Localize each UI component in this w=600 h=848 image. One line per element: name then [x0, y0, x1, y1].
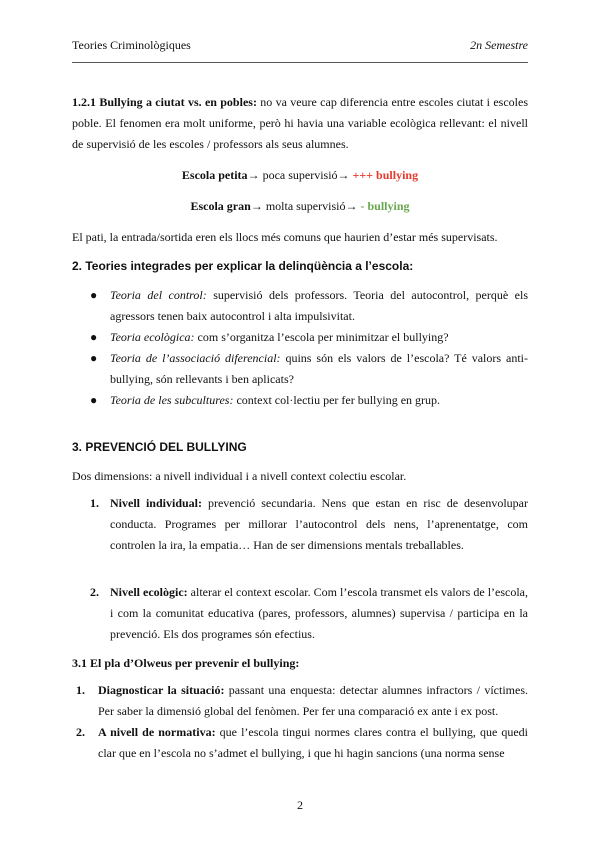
section-2-heading: 2. Teories integrades per explicar la delinqüència a l’escola:	[72, 259, 414, 273]
theory-term: Teoria de l’associació diferencial:	[110, 351, 281, 365]
theory-text: quins són els valors de l’escola? Té valors anti-bullying, són rellevants i ben aplicats?	[110, 351, 528, 386]
bullet-icon: ●	[90, 393, 98, 407]
page-content	[72, 92, 528, 764]
item-text: que l’escola tingui normes clares contra el bullying, que quedi clar que en l’escola no s’admet el bullying, i que hi hagin sancions (una norma sense	[98, 725, 529, 760]
small-school-line	[72, 165, 528, 186]
bullet-icon: ●	[90, 330, 98, 344]
list-item	[72, 722, 528, 764]
theories-list	[72, 285, 528, 411]
header-divider	[72, 62, 528, 63]
item-number: 2.	[76, 725, 85, 739]
item-number: 1.	[76, 683, 85, 697]
list-item	[72, 348, 528, 390]
prevention-list	[72, 493, 528, 645]
section-1-2-1-text: no va veure cap diferencia entre escoles ciutat i escoles poble. El fenomen era molt uniforme, però hi havia una variable ecològica rellevant: el nivell de supervisió de les escoles / professors als seus alumnes.	[72, 95, 528, 151]
section-3-intro: Dos dimensions: a nivell individual i a nivell context colectiu escolar.	[72, 469, 407, 483]
page-number: 2	[297, 798, 303, 812]
theory-text: supervisió dels professors. Teoria del autocontrol, perquè els agressors tenen baix autocontrol i alta impulsivitat.	[110, 288, 528, 323]
header-semester: 2n Semestre	[470, 38, 528, 52]
list-item	[72, 285, 528, 327]
section-3-heading: 3. PREVENCIÓ DEL BULLYING	[72, 440, 247, 454]
list-item	[72, 327, 528, 348]
list-item	[72, 582, 528, 645]
theory-term: Teoria de les subcultures:	[110, 393, 234, 407]
less-bullying-tag: - bullying	[360, 199, 410, 213]
olweus-plan-list	[72, 680, 528, 764]
item-text: prevenció secundaria. Nens que estan en risc de desenvolupar conducta. Programes per millorar l’autocontrol dels nens, l’aprenentatge, com controlen la ira, la empatia… Han de ser dimensions mentals treballables.	[110, 496, 528, 552]
theory-text: context col·lectiu per fer bullying en grup.	[233, 393, 441, 407]
small-school-mid: → poca supervisió→	[247, 168, 353, 182]
list-item	[72, 390, 528, 411]
big-school-label: Escola gran	[190, 199, 251, 213]
big-school-mid: → molta supervisió→	[250, 199, 361, 213]
section-1-2-1-title: 1.2.1 Bullying a ciutat vs. en pobles:	[72, 95, 257, 109]
bullet-icon: ●	[90, 351, 98, 365]
item-number: 2.	[90, 585, 99, 599]
theory-term: Teoria ecològica:	[110, 330, 195, 344]
list-item	[72, 680, 528, 722]
theory-term: Teoria del control:	[110, 288, 207, 302]
item-label: Diagnosticar la situació:	[98, 683, 225, 697]
item-label: Nivell individual:	[110, 496, 202, 510]
bullet-icon: ●	[90, 288, 98, 302]
more-bullying-tag: +++ bullying	[352, 168, 419, 182]
item-label: Nivell ecològic:	[110, 585, 188, 599]
supervision-places-text: El pati, la entrada/sortida eren els llocs més comuns que haurien d’estar més supervisats.	[72, 230, 498, 244]
item-text: alterar el context escolar. Com l’escola transmet els valors de l’escola, i com la comunitat educativa (pares, professors, alumnes) supervisa / participa en la prevenció. Els dos programes són efectius.	[110, 585, 529, 641]
list-item	[72, 493, 528, 556]
theory-text: com s’organitza l’escola per minimitzar el bullying?	[194, 330, 449, 344]
small-school-label: Escola petita	[181, 168, 248, 182]
header-course-title: Teories Criminològiques	[72, 38, 191, 52]
section-3-1-heading: 3.1 El pla d’Olweus per prevenir el bullying:	[72, 656, 300, 670]
section-1-2-1-paragraph	[72, 92, 528, 155]
item-text: passant una enquesta: detectar alumnes infractors / víctimes. Per saber la dimensió global del fenòmen. Per fer una comparació ex ante i ex post.	[98, 683, 528, 718]
item-label: A nivell de normativa:	[98, 725, 216, 739]
item-number: 1.	[90, 496, 99, 510]
big-school-line	[72, 196, 528, 217]
